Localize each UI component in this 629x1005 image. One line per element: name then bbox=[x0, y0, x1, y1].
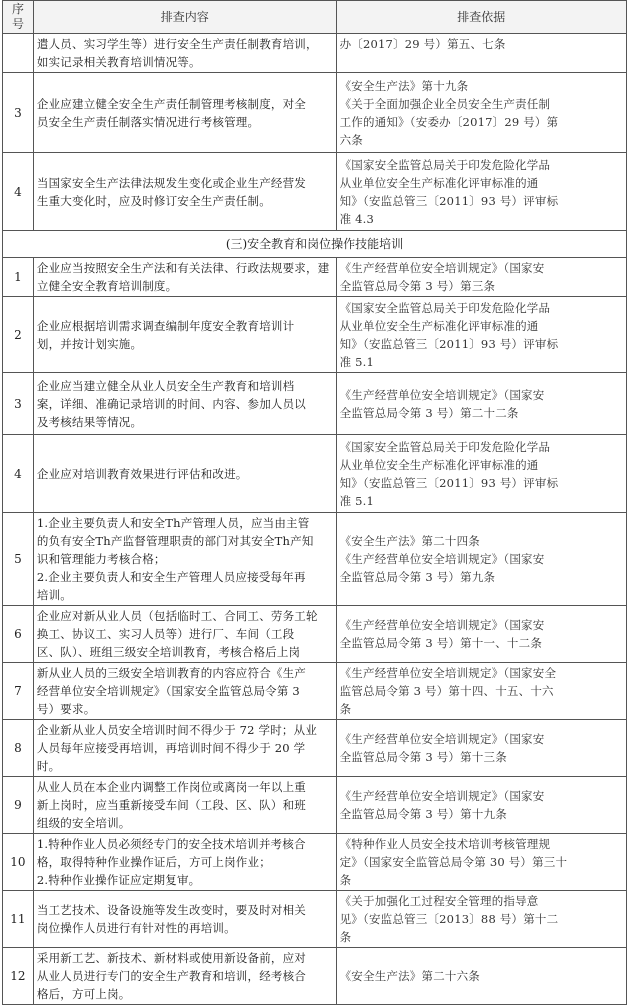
row-number: 2 bbox=[3, 297, 34, 373]
table-row bbox=[3, 73, 627, 153]
row-content: 企业应对培训教育效果进行评估和改进。 bbox=[33, 435, 336, 513]
row-number: 3 bbox=[3, 373, 34, 435]
table-row bbox=[3, 435, 627, 513]
row-number: 10 bbox=[3, 834, 34, 891]
row-number: 7 bbox=[3, 663, 34, 720]
section-row bbox=[3, 231, 627, 258]
row-content: 企业应根据培训需求调查编制年度安全教育培训计 划，并按计划实施。 bbox=[33, 297, 336, 373]
row-basis: 《特种作业人员安全技术培训考核管理规 定》（国家安全监管总局令第 30 号）第三十 条 bbox=[336, 834, 626, 891]
row-content: 当国家安全生产法律法规发生变化或企业生产经营发 生重大变化时，应及时修订安全生产责任制。 bbox=[33, 153, 336, 231]
document-page bbox=[2, 0, 627, 1005]
row-content: 1.特种作业人员必须经专门的安全技术培训并考核合 格，取得特种作业操作证后，方可上岗作业； 2.特种作业操作证应定期复审。 bbox=[33, 834, 336, 891]
row-number: 3 bbox=[3, 73, 34, 153]
table-row bbox=[3, 258, 627, 297]
header-basis: 排查依据 bbox=[336, 1, 626, 34]
row-number: 4 bbox=[3, 153, 34, 231]
row-number: 4 bbox=[3, 435, 34, 513]
row-number: 8 bbox=[3, 720, 34, 777]
row-basis: 《生产经营单位安全培训规定》（国家安 全监管总局令第 3 号）第十九条 bbox=[336, 777, 626, 834]
row-content: 当工艺技术、设备设施等发生改变时，要及时对相关 岗位操作人员进行有针对性的再培训。 bbox=[33, 891, 336, 948]
row-basis: 《安全生产法》第二十四条 《生产经营单位安全培训规定》（国家安 全监管总局令第 3 号）第九条 bbox=[336, 513, 626, 606]
header-no: 序号 bbox=[3, 1, 34, 34]
row-number: 6 bbox=[3, 606, 34, 663]
table-header-row bbox=[3, 1, 627, 34]
row-number: 9 bbox=[3, 777, 34, 834]
row-content: 企业应当建立健全从业人员安全生产教育和培训档 案，详细、准确记录培训的时间、内容、参加人员以 及考核结果等情况。 bbox=[33, 373, 336, 435]
row-basis: 《生产经营单位安全培训规定》（国家安 全监管总局令第 3 号）第十一、十二条 bbox=[336, 606, 626, 663]
row-basis: 《安全生产法》第二十六条 bbox=[336, 948, 626, 1005]
row-basis: 《生产经营单位安全培训规定》（国家安 全监管总局令第 3 号）第三条 bbox=[336, 258, 626, 297]
table-row bbox=[3, 513, 627, 606]
header-content: 排查内容 bbox=[33, 1, 336, 34]
table-row bbox=[3, 34, 627, 73]
table-row bbox=[3, 606, 627, 663]
row-basis: 《国家安全监管总局关于印发危险化学品 从业单位安全生产标准化评审标准的通 知》（安监总管三〔2011〕93 号）评审标 准 5.1 bbox=[336, 435, 626, 513]
table-row bbox=[3, 891, 627, 948]
table-row bbox=[3, 834, 627, 891]
table-row bbox=[3, 663, 627, 720]
row-content: 遣人员、实习学生等）进行安全生产责任制教育培训， 如实记录相关教育培训情况等。 bbox=[33, 34, 336, 73]
row-content: 采用新工艺、新技术、新材料或使用新设备前，应对 从业人员进行专门的安全生产教育和培训，经考核合 格后，方可上岗。 bbox=[33, 948, 336, 1005]
row-number: 11 bbox=[3, 891, 34, 948]
section-title: (三)安全教育和岗位操作技能培训 bbox=[3, 231, 627, 258]
row-basis: 《生产经营单位安全培训规定》（国家安 全监管总局令第 3 号）第二十二条 bbox=[336, 373, 626, 435]
row-number: 1 bbox=[3, 258, 34, 297]
row-content: 企业应当按照安全生产法和有关法律、行政法规要求，建 立健全安全教育培训制度。 bbox=[33, 258, 336, 297]
table-row bbox=[3, 373, 627, 435]
row-basis: 《国家安全监管总局关于印发危险化学品 从业单位安全生产标准化评审标准的通 知》（安监总管三〔2011〕93 号）评审标 准 4.3 bbox=[336, 153, 626, 231]
row-basis: 《安全生产法》第十九条 《关于全面加强企业全员安全生产责任制 工作的通知》（安委办〔2017〕29 号）第 六条 bbox=[336, 73, 626, 153]
table-row bbox=[3, 153, 627, 231]
table-row bbox=[3, 297, 627, 373]
row-content: 企业新从业人员安全培训时间不得少于 72 学时；从业 人员每年应接受再培训，再培训时间不得少于 20 学 时。 bbox=[33, 720, 336, 777]
row-basis: 《国家安全监管总局关于印发危险化学品 从业单位安全生产标准化评审标准的通 知》（安监总管三〔2011〕93 号）评审标 准 5.1 bbox=[336, 297, 626, 373]
row-content: 1.企业主要负责人和安全Th产管理人员，应当由主管 的负有安全Th产监督管理职责的部门对其安全Th产知 识和管理能力考核合格； 2.企业主要负责人和安全生产管理人员应接受每年再 培训。 bbox=[33, 513, 336, 606]
row-basis: 办〔2017〕29 号）第五、七条 bbox=[336, 34, 626, 73]
inspection-table bbox=[2, 0, 627, 1005]
row-number: 12 bbox=[3, 948, 34, 1005]
row-content: 从业人员在本企业内调整工作岗位或离岗一年以上重 新上岗时，应当重新接受车间（工段、区、队）和班 组级的安全培训。 bbox=[33, 777, 336, 834]
row-number: 5 bbox=[3, 513, 34, 606]
table-row bbox=[3, 948, 627, 1005]
row-content: 企业应建立健全安全生产责任制管理考核制度，对全 员安全生产责任制落实情况进行考核管理。 bbox=[33, 73, 336, 153]
row-basis: 《关于加强化工过程安全管理的指导意 见》（安监总管三〔2013〕88 号）第十二 条 bbox=[336, 891, 626, 948]
row-basis: 《生产经营单位安全培训规定》（国家安全 监管总局令第 3 号）第十四、十五、十六 条 bbox=[336, 663, 626, 720]
row-content: 企业应对新从业人员（包括临时工、合同工、劳务工轮 换工、协议工、实习人员等）进行厂、车间（工段 区、队）、班组三级安全培训教育，考核合格后上岗 bbox=[33, 606, 336, 663]
table-row bbox=[3, 720, 627, 777]
row-number bbox=[3, 34, 34, 73]
table-row bbox=[3, 777, 627, 834]
row-basis: 《生产经营单位安全培训规定》（国家安 全监管总局令第 3 号）第十三条 bbox=[336, 720, 626, 777]
row-content: 新从业人员的三级安全培训教育的内容应符合《生产 经营单位安全培训规定》（国家安全监管总局令第 3 号）要求。 bbox=[33, 663, 336, 720]
